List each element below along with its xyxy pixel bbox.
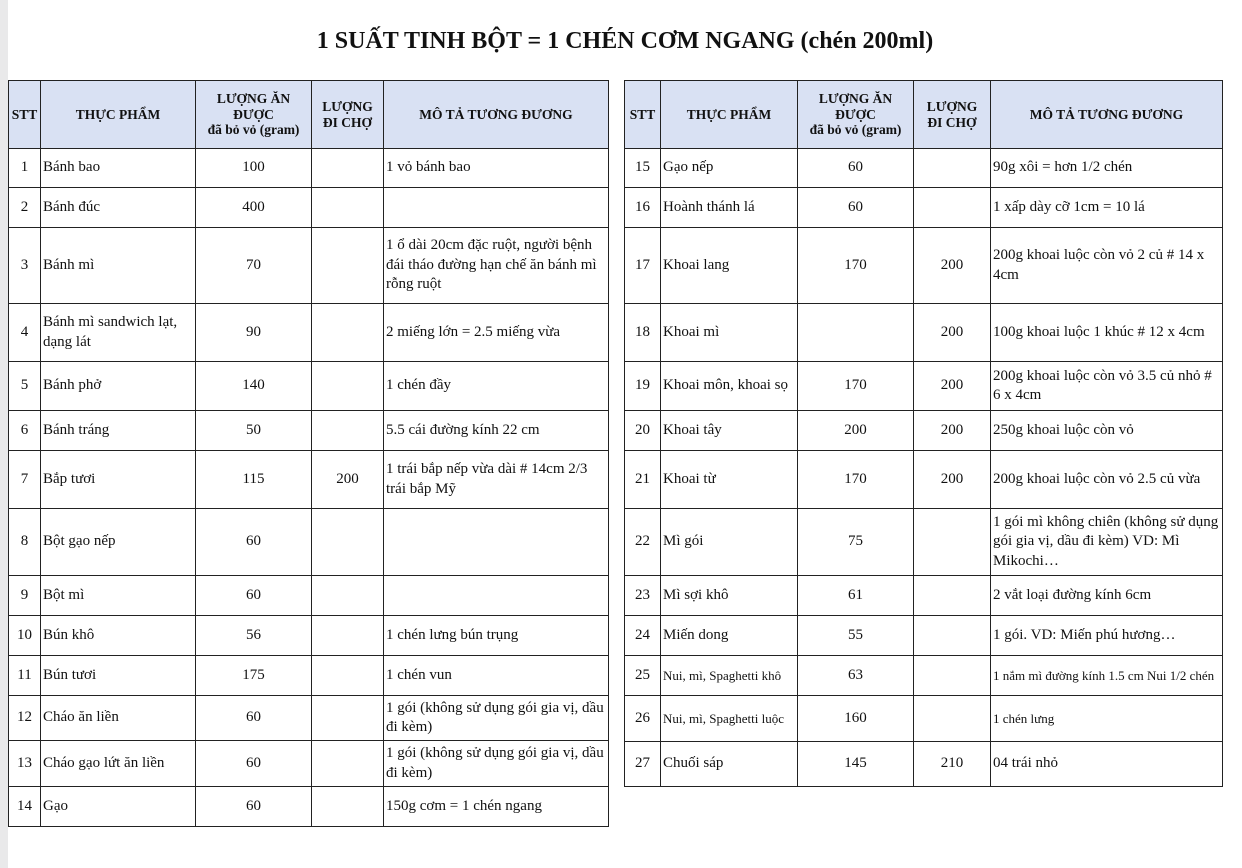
row-stt: 18 [625,304,661,362]
row-stt: 25 [625,656,661,696]
row-stt: 26 [625,696,661,742]
row-amount: 200 [798,411,914,451]
table-row [625,616,1223,656]
row-food: Hoành thánh lá [661,188,798,228]
header-food: THỰC PHẨM [41,81,196,149]
row-amount: 115 [196,451,312,509]
row-amount: 63 [798,656,914,696]
row-description: 90g xôi = hơn 1/2 chén [991,149,1223,188]
row-stt: 17 [625,228,661,304]
row-description: 1 nắm mì đường kính 1.5 cm Nui 1/2 chén [991,656,1223,696]
row-market [312,411,384,451]
table-row [9,616,609,656]
row-market [312,228,384,304]
row-stt: 24 [625,616,661,656]
table-row [9,451,609,509]
table-row [625,656,1223,696]
table-row [625,149,1223,188]
row-description [384,509,609,576]
table-header-row [625,81,1223,149]
table-row [625,451,1223,509]
table-row [9,509,609,576]
table-row [9,741,609,787]
row-food: Bánh mì [41,228,196,304]
row-amount: 55 [798,616,914,656]
row-food: Mì gói [661,509,798,576]
row-stt: 11 [9,656,41,696]
row-stt: 23 [625,576,661,616]
row-market [914,696,991,742]
header-amount: LƯỢNG ĂN ĐƯỢC đã bỏ vỏ (gram) [196,81,312,149]
row-stt: 2 [9,188,41,228]
row-food: Cháo ăn liền [41,696,196,741]
row-market [312,576,384,616]
row-market [312,149,384,188]
row-amount: 175 [196,656,312,696]
row-stt: 6 [9,411,41,451]
row-food: Mì sợi khô [661,576,798,616]
row-amount: 60 [196,787,312,827]
document-page [8,0,1242,868]
row-stt: 20 [625,411,661,451]
row-amount: 60 [196,696,312,741]
row-food: Khoai từ [661,451,798,509]
row-amount: 140 [196,362,312,411]
row-stt: 19 [625,362,661,411]
row-amount: 170 [798,228,914,304]
row-stt: 10 [9,616,41,656]
row-market: 200 [312,451,384,509]
row-market [312,616,384,656]
table-row [625,188,1223,228]
table-row [9,787,609,827]
row-amount: 170 [798,451,914,509]
row-description: 200g khoai luộc còn vỏ 3.5 củ nhỏ # 6 x 4cm [991,362,1223,411]
row-market [312,362,384,411]
row-description: 1 ổ dài 20cm đặc ruột, người bệnh đái tháo đường hạn chế ăn bánh mì rỗng ruột [384,228,609,304]
row-food: Bánh đúc [41,188,196,228]
row-description: 150g cơm = 1 chén ngang [384,787,609,827]
header-market: LƯỢNG ĐI CHỢ [312,81,384,149]
row-stt: 8 [9,509,41,576]
row-amount: 60 [196,509,312,576]
row-food: Bánh mì sandwich lạt, dạng lát [41,304,196,362]
row-amount: 170 [798,362,914,411]
header-food: THỰC PHẨM [661,81,798,149]
row-food: Nui, mì, Spaghetti luộc [661,696,798,742]
row-stt: 3 [9,228,41,304]
table-row [625,228,1223,304]
table-row [625,576,1223,616]
table-row [625,509,1223,576]
table-row [9,656,609,696]
table-row [9,696,609,741]
row-market [312,656,384,696]
row-stt: 22 [625,509,661,576]
row-stt: 5 [9,362,41,411]
row-amount [798,304,914,362]
row-food: Khoai tây [661,411,798,451]
header-description: MÔ TẢ TƯƠNG ĐƯƠNG [991,81,1223,149]
row-amount: 61 [798,576,914,616]
table-row [625,304,1223,362]
row-stt: 12 [9,696,41,741]
row-food: Bánh tráng [41,411,196,451]
row-market [914,616,991,656]
row-market: 200 [914,304,991,362]
row-amount: 90 [196,304,312,362]
row-description: 1 gói. VD: Miến phú hương… [991,616,1223,656]
row-food: Khoai mì [661,304,798,362]
row-description: 1 chén lưng bún trụng [384,616,609,656]
row-market [914,149,991,188]
row-market [312,741,384,787]
row-description: 04 trái nhỏ [991,742,1223,787]
row-amount: 145 [798,742,914,787]
row-amount: 60 [798,188,914,228]
row-market: 200 [914,411,991,451]
row-stt: 7 [9,451,41,509]
table-row [625,362,1223,411]
row-food: Bánh bao [41,149,196,188]
row-amount: 60 [196,741,312,787]
row-description [384,576,609,616]
row-market [914,188,991,228]
row-amount: 400 [196,188,312,228]
row-market [312,509,384,576]
row-market [312,696,384,741]
row-description: 2 miếng lớn = 2.5 miếng vừa [384,304,609,362]
row-stt: 4 [9,304,41,362]
row-food: Gạo nếp [661,149,798,188]
row-stt: 16 [625,188,661,228]
header-stt: STT [9,81,41,149]
row-stt: 27 [625,742,661,787]
page-title: 1 SUẤT TINH BỘT = 1 CHÉN CƠM NGANG (chén 200ml) [316,28,934,54]
table-row [625,411,1223,451]
row-amount: 56 [196,616,312,656]
row-food: Nui, mì, Spaghetti khô [661,656,798,696]
row-description: 1 gói (không sử dụng gói gia vị, dầu đi kèm) [384,741,609,787]
row-market: 200 [914,451,991,509]
starch-table-left [8,80,609,827]
row-stt: 1 [9,149,41,188]
row-amount: 60 [798,149,914,188]
page-edge [0,0,8,868]
table-row [625,696,1223,742]
row-market: 200 [914,228,991,304]
row-market [914,509,991,576]
row-description: 250g khoai luộc còn vỏ [991,411,1223,451]
row-food: Chuối sáp [661,742,798,787]
table-row [625,742,1223,787]
table-row [9,362,609,411]
row-market: 210 [914,742,991,787]
row-description: 1 xấp dày cỡ 1cm = 10 lá [991,188,1223,228]
row-description: 1 chén lưng [991,696,1223,742]
row-description: 1 gói mì không chiên (không sử dụng gói gia vị, dầu đi kèm) VD: Mì Mikochi… [991,509,1223,576]
row-description: 200g khoai luộc còn vỏ 2 củ # 14 x 4cm [991,228,1223,304]
row-description: 2 vắt loại đường kính 6cm [991,576,1223,616]
table-row [9,228,609,304]
row-food: Gạo [41,787,196,827]
row-stt: 13 [9,741,41,787]
row-food: Cháo gạo lứt ăn liền [41,741,196,787]
row-description: 100g khoai luộc 1 khúc # 12 x 4cm [991,304,1223,362]
table-row [9,576,609,616]
table-row [9,411,609,451]
row-market [312,787,384,827]
row-food: Bột gạo nếp [41,509,196,576]
row-market [312,188,384,228]
row-food: Khoai lang [661,228,798,304]
row-food: Khoai môn, khoai sọ [661,362,798,411]
row-stt: 9 [9,576,41,616]
row-description: 1 gói (không sử dụng gói gia vị, dầu đi kèm) [384,696,609,741]
row-amount: 60 [196,576,312,616]
row-stt: 15 [625,149,661,188]
row-food: Bún khô [41,616,196,656]
starch-table-right [624,80,1223,787]
row-description: 1 chén vun [384,656,609,696]
row-food: Bắp tươi [41,451,196,509]
row-stt: 14 [9,787,41,827]
row-description: 5.5 cái đường kính 22 cm [384,411,609,451]
row-description [384,188,609,228]
row-description: 1 trái bắp nếp vừa dài # 14cm 2/3 trái bắp Mỹ [384,451,609,509]
row-food: Miến dong [661,616,798,656]
row-market [914,576,991,616]
row-market: 200 [914,362,991,411]
row-food: Bột mì [41,576,196,616]
row-food: Bánh phở [41,362,196,411]
row-amount: 50 [196,411,312,451]
table-row [9,149,609,188]
row-market [312,304,384,362]
row-amount: 100 [196,149,312,188]
table-header-row [9,81,609,149]
row-amount: 75 [798,509,914,576]
header-stt: STT [625,81,661,149]
table-row [9,304,609,362]
table-row [9,188,609,228]
row-description: 1 chén đầy [384,362,609,411]
row-amount: 160 [798,696,914,742]
header-amount: LƯỢNG ĂN ĐƯỢC đã bỏ vỏ (gram) [798,81,914,149]
row-food: Bún tươi [41,656,196,696]
row-description: 1 vỏ bánh bao [384,149,609,188]
row-stt: 21 [625,451,661,509]
header-market: LƯỢNG ĐI CHỢ [914,81,991,149]
header-description: MÔ TẢ TƯƠNG ĐƯƠNG [384,81,609,149]
row-description: 200g khoai luộc còn vỏ 2.5 củ vừa [991,451,1223,509]
row-amount: 70 [196,228,312,304]
row-market [914,656,991,696]
